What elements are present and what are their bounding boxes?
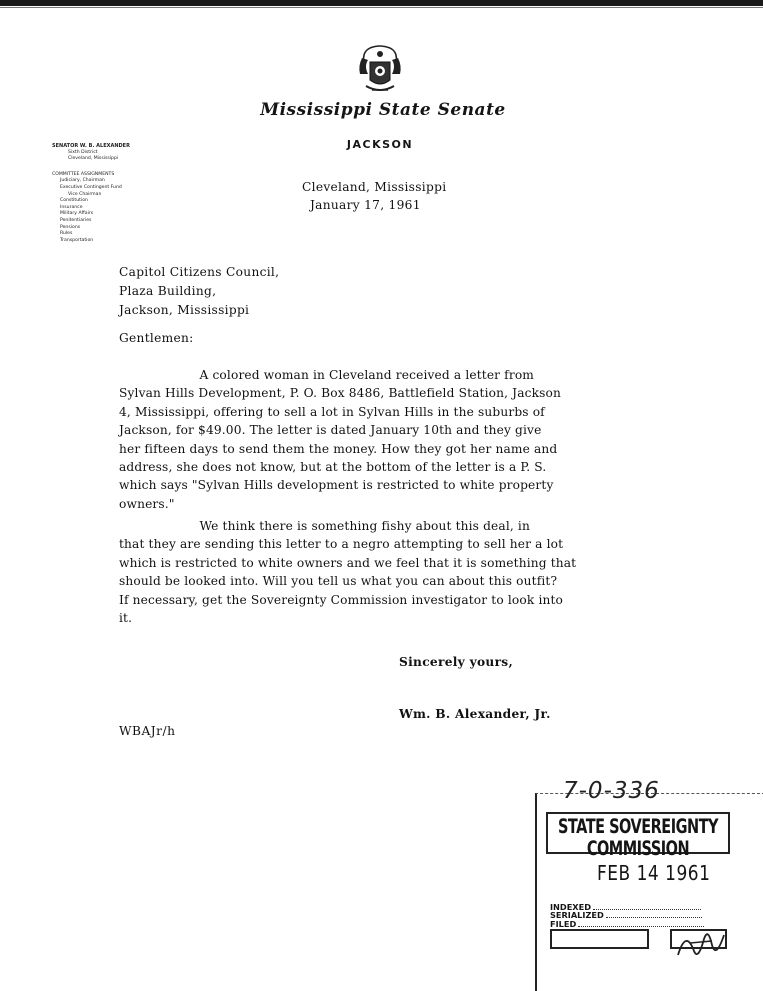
body-paragraph-1 — [119, 366, 669, 513]
committee-item: Penitentiaries — [60, 217, 92, 223]
paragraph-line: Jackson, for $49.00. The letter is dated January 10th and they give — [119, 423, 542, 438]
committee-item: Executive Contingent Fund — [60, 184, 122, 190]
address-line: Jackson, Mississippi — [119, 303, 250, 317]
committee-item: Military Affairs — [60, 211, 94, 217]
stamp-filed: FILED — [550, 918, 577, 929]
committee-item: Vice Chairman — [68, 191, 102, 197]
stamp-indexed-line — [593, 909, 701, 910]
letterhead-city: JACKSON — [346, 138, 414, 151]
committee-item: Transportation — [60, 237, 94, 243]
typist-initials: WBAJr/h — [119, 724, 176, 738]
handwritten-initials-icon — [672, 925, 732, 965]
stamp-file-number: 7-0-336 — [563, 778, 660, 804]
committee-item: Insurance — [60, 204, 83, 210]
closing: Sincerely yours, — [399, 655, 513, 669]
paragraph-line: owners." — [119, 496, 175, 511]
salutation: Gentlemen: — [119, 331, 194, 345]
letterhead-sidebar — [52, 143, 130, 244]
address-line: Plaza Building, — [119, 284, 217, 298]
stamp-serialized-line — [606, 917, 702, 918]
senator-name: SENATOR W. B. ALEXANDER — [52, 143, 130, 149]
paragraph-line: address, she does not know, but at the bottom of the letter is a P. S. — [119, 460, 547, 475]
signer-name: Wm. B. Alexander, Jr. — [399, 707, 551, 721]
paragraph-line: her fifteen days to send them the money. How they got her name and — [119, 441, 558, 456]
senator-district: Sixth District — [68, 149, 98, 155]
committee-item: Pensions — [60, 224, 81, 230]
paragraph-line: which says "Sylvan Hills development is restricted to white property — [119, 478, 554, 493]
dateline — [302, 178, 446, 214]
paragraph-line: Sylvan Hills Development, P. O. Box 8486, Battlefield Station, Jackson — [119, 386, 562, 401]
committee-item: Judiciary, Chairman — [60, 178, 105, 184]
top-border-line — [0, 7, 763, 8]
stamp-date: FEB 14 1961 — [597, 862, 711, 886]
body-paragraph-2 — [119, 517, 669, 627]
paragraph-line: 4, Mississippi, offering to sell a lot in Sylvan Hills in the suburbs of — [119, 404, 545, 419]
paragraph-line: which is restricted to white owners and we feel that it is something that — [119, 555, 577, 570]
paragraph-line: We think there is something fishy about this deal, in — [119, 519, 530, 533]
paragraph-line: should be looked into. Will you tell us what you can about this outfit? — [119, 574, 558, 589]
inside-address — [119, 263, 279, 320]
paragraph-line: it. — [119, 611, 133, 626]
committee-heading: COMMITTEE ASSIGNMENTS — [52, 171, 115, 177]
stamp-bottom-box — [550, 929, 649, 949]
letter-date: January 17, 1961 — [310, 198, 421, 212]
committee-item: Rules — [60, 231, 73, 237]
top-border — [0, 0, 763, 6]
letterhead-title: Mississippi State Senate — [260, 100, 506, 120]
address-line: Capitol Citizens Council, — [119, 265, 280, 279]
stamp-title: STATE SOVEREIGNTY COMMISSION — [557, 817, 719, 861]
stamp-indexed: INDEXED — [550, 902, 591, 912]
committee-item: Constitution — [60, 198, 88, 204]
paragraph-line: that they are sending this letter to a negro attempting to sell her a lot — [119, 537, 564, 552]
state-seal-icon — [352, 44, 408, 100]
paragraph-line: If necessary, get the Sovereignty Commission investigator to look into — [119, 592, 564, 607]
date-place: Cleveland, Mississippi — [302, 180, 447, 194]
paragraph-line: A colored woman in Cleveland received a letter from — [119, 368, 535, 382]
senator-location: Cleveland, Mississippi — [68, 156, 119, 162]
stamp-serialized: SERIALIZED — [550, 910, 604, 921]
